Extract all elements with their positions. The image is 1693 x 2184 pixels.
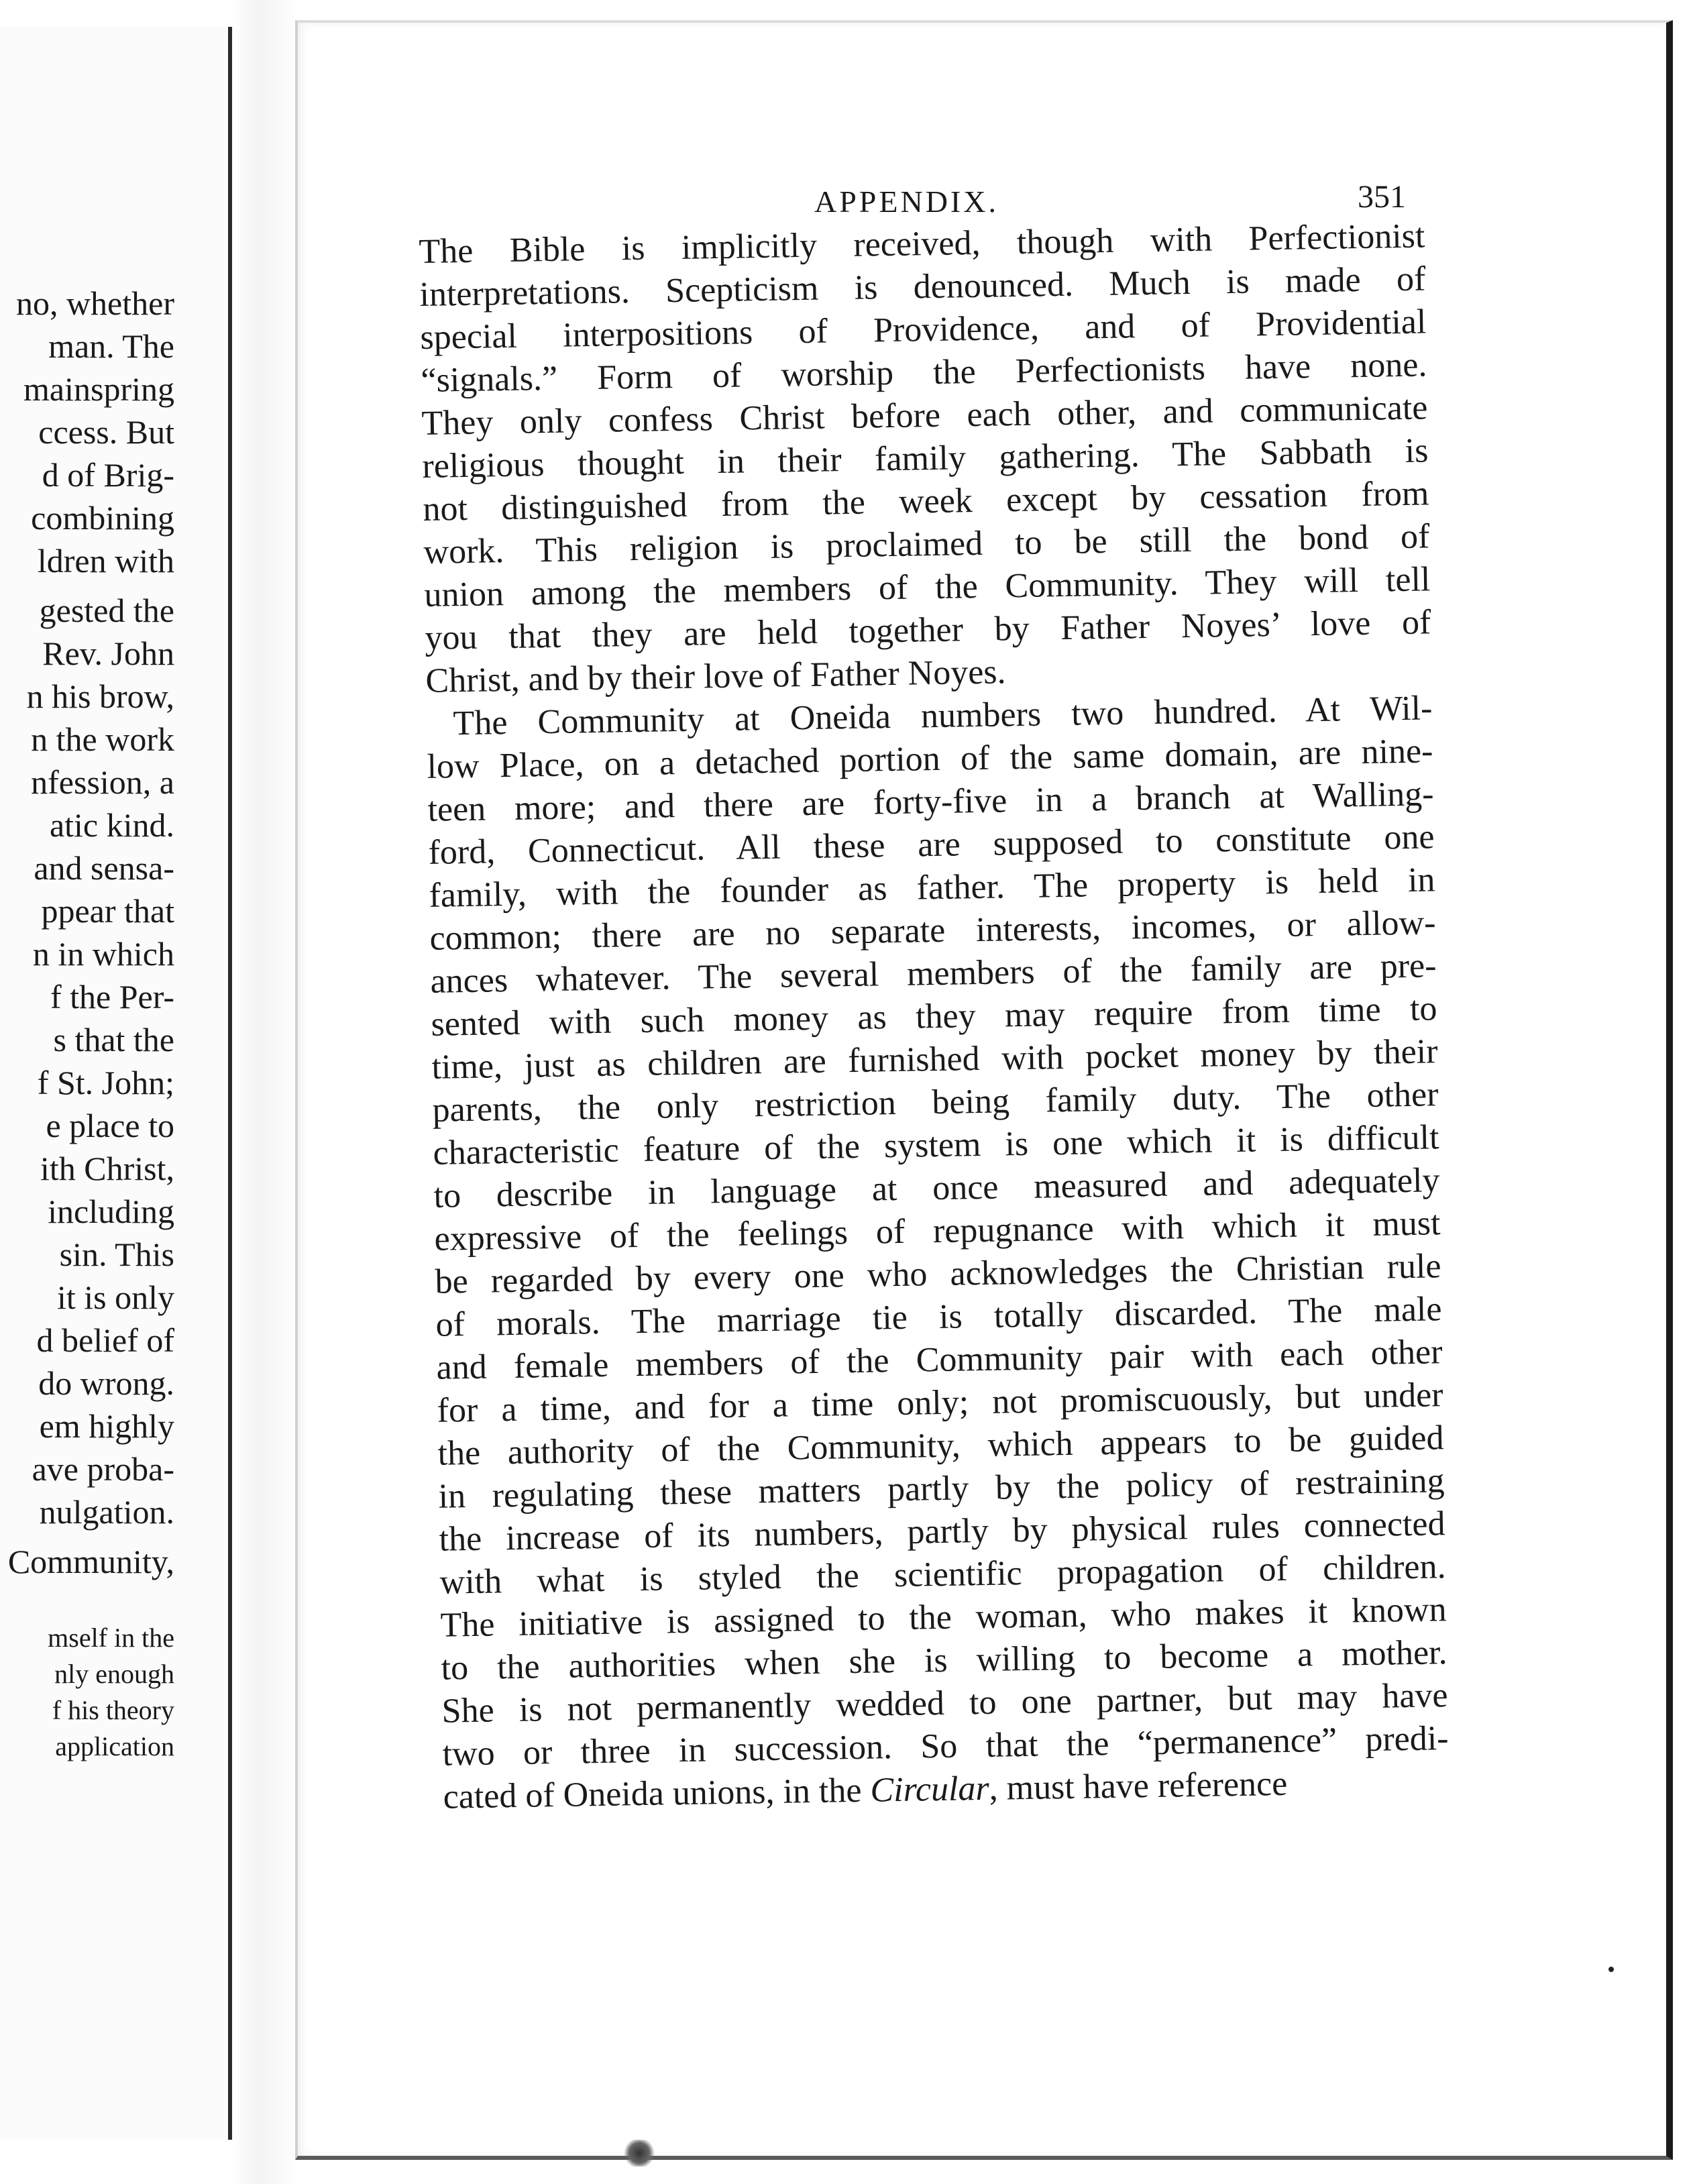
paragraph-line: family, with the founder as father. The property is held in — [429, 861, 1435, 915]
left-page-line: n in which — [32, 935, 174, 973]
paragraph-line: special interpositions of Providence, and of Providential — [420, 303, 1427, 357]
left-page-line: ith Christ, — [40, 1150, 174, 1187]
paragraph-line: two or three in succession. So that the “permanence” predi- — [442, 1719, 1449, 1773]
left-page-line: no, whether — [15, 284, 174, 322]
paragraph-line: the increase of its numbers, partly by physical rules connected — [439, 1505, 1445, 1559]
left-page-line: d of Brig- — [42, 456, 174, 494]
body-text — [419, 215, 1450, 1818]
left-page-line: mainspring — [23, 370, 174, 408]
paragraph-line: expressive of the feelings of repugnance with which it must — [434, 1204, 1441, 1258]
paragraph-line: in regulating these matters partly by the policy of restraining — [438, 1462, 1445, 1516]
left-page-line: ldren with — [37, 542, 174, 580]
paragraph-line: the authority of the Community, which appears to be guided — [437, 1419, 1444, 1473]
left-page-line: ppear that — [41, 892, 174, 930]
paragraph-line: work. This religion is proclaimed to be still the bond of — [423, 517, 1430, 571]
left-page-line: n his brow, — [26, 677, 174, 715]
paragraph-line: religious thought in their family gathering. The Sabbath is — [422, 431, 1429, 486]
left-page-line: f the Per- — [50, 978, 174, 1016]
paragraph-line: parents, the only restriction being family duty. The other — [432, 1075, 1439, 1130]
paragraph-2 — [426, 687, 1449, 1776]
paragraph-1 — [419, 215, 1432, 702]
line-text: , must have reference — [989, 1764, 1288, 1808]
paragraph-line: union among the members of the Community. They will tell — [424, 560, 1431, 614]
paragraph-line: The initiative is assigned to the woman, who makes it known — [440, 1590, 1447, 1645]
paragraph-line: to the authorities when she is willing to become a mother. — [441, 1633, 1448, 1688]
line-text: cated of Oneida unions, in the — [443, 1771, 871, 1816]
running-head: APPENDIX. — [814, 184, 999, 219]
left-page-line: Rev. John — [42, 635, 174, 672]
scan-mark — [624, 2140, 655, 2167]
left-page-note-line: mself in the — [48, 1623, 174, 1653]
paragraph-line: to describe in language at once measured and adequately — [433, 1161, 1440, 1215]
left-page-line: ave proba- — [32, 1450, 174, 1488]
left-page-line: f St. John; — [37, 1064, 174, 1101]
left-page-line: including — [48, 1193, 174, 1230]
paragraph-line: and female members of the Community pair with each other — [436, 1333, 1443, 1387]
paragraph-line: with what is styled the scientific propagation of children. — [439, 1547, 1446, 1602]
paragraph-line: for a time, and for a time only; not promiscuously, but under — [437, 1376, 1443, 1430]
paragraph-line: sented with such money as they may require from time to — [431, 989, 1437, 1044]
left-page-line: ccess. But — [38, 413, 174, 451]
left-page-line: em highly — [39, 1407, 174, 1445]
left-page-line: e place to — [46, 1107, 174, 1144]
paragraph-line: The Community at Oneida numbers two hundred. At Wil- — [453, 689, 1433, 743]
left-page-line: gested the — [39, 592, 174, 629]
left-page-line: do wrong. — [38, 1364, 174, 1402]
paragraph-line: you that they are held together by Father Noyes’ love of — [425, 603, 1431, 657]
paragraph-line: of morals. The marriage tie is totally discarded. The male — [435, 1290, 1442, 1344]
left-page-line: sin. This — [59, 1236, 174, 1273]
left-page-line: combining — [31, 499, 174, 537]
left-page-line: nfession, a — [31, 763, 174, 801]
paragraph-line: Christ, and by their love of Father Noyes. — [425, 653, 1006, 700]
left-page-note-line: f his theory — [52, 1695, 174, 1725]
left-page-line: it is only — [56, 1278, 174, 1316]
paragraph-line: time, just as children are furnished with pocket money by their — [431, 1032, 1438, 1087]
left-page-line: and sensa- — [34, 849, 174, 887]
left-page-line: nulgation. — [39, 1493, 174, 1531]
paragraph-line: low Place, on a detached portion of the same domain, are nine- — [427, 732, 1433, 786]
italic-title: Circular — [869, 1769, 990, 1810]
left-page-line: atic kind. — [49, 806, 174, 844]
left-page-line: man. The — [48, 327, 174, 365]
page-number: 351 — [1358, 179, 1406, 215]
left-page-fragment — [0, 27, 232, 2140]
paragraph-line: be regarded by every one who acknowledges the Christian rule — [435, 1247, 1441, 1301]
left-page-note-line: nly enough — [54, 1659, 174, 1689]
left-page-line: Community, — [7, 1543, 174, 1580]
paragraph-line: The Bible is implicitly received, though with Perfectionist — [419, 217, 1425, 271]
paragraph-line: She is not permanently wedded to one partner, but may have — [441, 1676, 1448, 1731]
right-page — [295, 20, 1673, 2160]
scan-speck — [1608, 1967, 1614, 1972]
paragraph-line: not distinguished from the week except by cessation from — [423, 474, 1429, 529]
paragraph-line: interpretations. Scepticism is denounced. Much is made of — [419, 260, 1426, 314]
paragraph-line: common; there are no separate interests, incomes, or allow- — [429, 904, 1436, 958]
left-page-line: s that the — [53, 1021, 174, 1058]
left-page-line: n the work — [31, 720, 174, 758]
paragraph-line: characteristic feature of the system is one which it is difficult — [433, 1118, 1439, 1172]
paragraph-line: “signals.” Form of worship the Perfectionists have none. — [421, 345, 1427, 400]
paragraph-line: teen more; and there are forty-five in a branch at Walling- — [427, 775, 1434, 829]
paragraph-line: ford, Connecticut. All these are supposed to constitute one — [428, 818, 1435, 872]
paragraph-line: ances whatever. The several members of the family are pre- — [430, 946, 1437, 1001]
left-page-line: d belief of — [36, 1321, 174, 1359]
paragraph-line: They only confess Christ before each other, and communicate — [421, 388, 1428, 443]
left-page-note-line: application — [55, 1731, 174, 1761]
page-gutter — [232, 0, 299, 2184]
